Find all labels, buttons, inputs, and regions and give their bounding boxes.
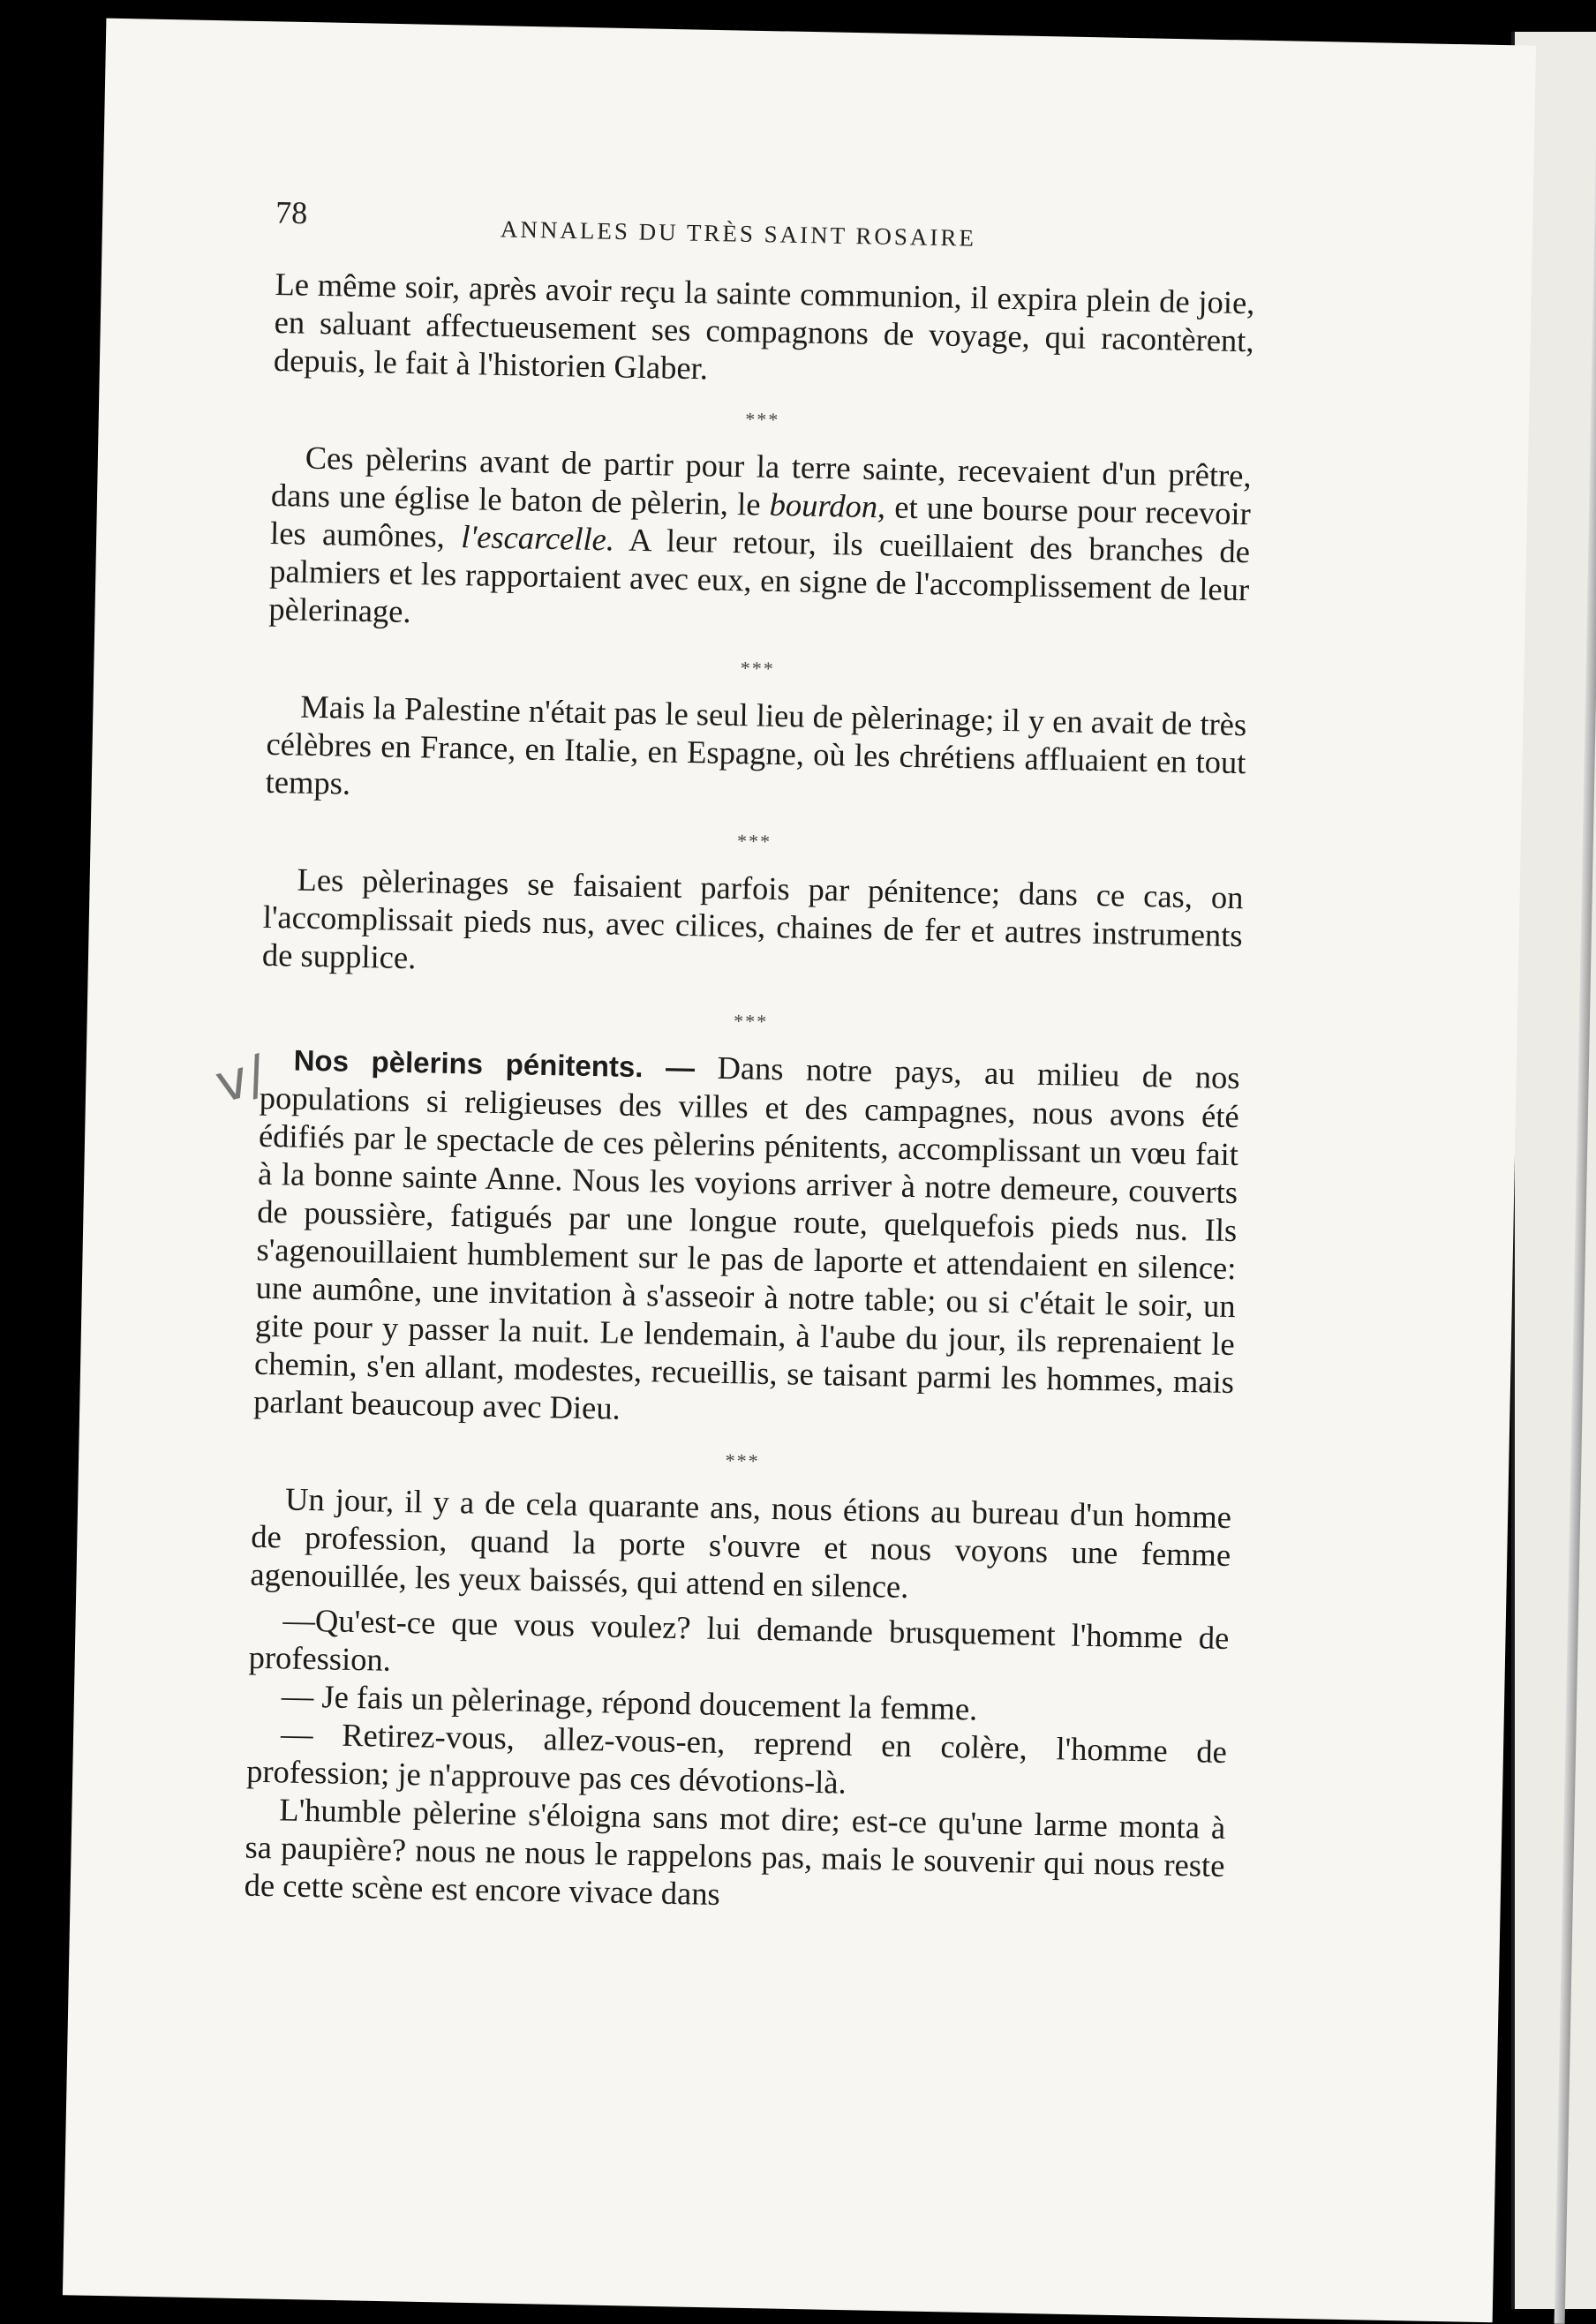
paragraph-text: Ces pèlerins avant de partir pour la terre sainte, recevaient d'un prêtre, dans une église le baton de pèlerin, le [270, 439, 1253, 523]
paragraph-text: Dans notre pays, au milieu de nos populations si religieuses des villes et des campagnes, nous avons été édifiés par le spectacle de ces pèlerins pénitents, accomplissant un vœu fait à la bonne sainte Anne. Nous les voyions arriver à notre demeure, couverts de poussière, fatigués par une longue route, quelquefois pieds nus. Ils s'agenouillaient humblement sur le pas de laporte et attendaient en silence: une aumône, une invitation à s'asseoir à notre table; ou si c'était le soir, un gite pour y passer la nuit. Le lendemain, à l'aube du jour, ils reprenaient le chemin, s'en allant, modestes, recueillis, se taisant parmi les hommes, mais parlant beaucoup avec Dieu. [252, 1049, 1240, 1426]
dialogue-line: —Qu'est-ce que vous voulez? lui demande brusquement l'homme de profession. [248, 1601, 1230, 1678]
page-number: 78 [275, 194, 308, 231]
paragraph: Mais la Palestine n'était pas le seul lieu de pèlerinage; il y en avait de très célèbres en France, en Italie, en Espagne, où les chrétiens affluaient en tout temps. [265, 688, 1247, 801]
dialogue-line: — Je fais un pèlerinage, répond doucement la femme. [281, 1677, 978, 1727]
section-separator: *** [740, 657, 776, 680]
italic-term: l'escarcelle. [460, 518, 615, 558]
running-title: ANNALES DU TRÈS SAINT ROSAIRE [500, 215, 977, 252]
section-separator: *** [725, 1449, 760, 1472]
section-heading: Nos pèlerins pénitents. — [293, 1043, 696, 1085]
italic-term: bourdon, [769, 485, 886, 525]
paragraph: Un jour, il y a de cela quarante ans, nous étions au bureau d'un homme de profession, quand la porte s'ouvre et nous voyons une femme agenouillée, les yeux baissés, qui attend en silence. [250, 1480, 1232, 1606]
margin-pencil-mark: v/ [208, 1042, 273, 1117]
paragraph-text: A leur retour, ils cueillaient des branches de palmiers et les rapportaient avec eux, en signe de l'accomplissement de leur pèlerinage. [268, 521, 1251, 630]
paragraph: L'humble pèlerine s'éloigna sans mot dire; est-ce qu'une larme monta à sa paupière? nous ne nous le rappelons pas, mais le souvenir qui nous reste de cette scène est encore vivace dans [244, 1791, 1226, 1913]
paragraph [268, 438, 1252, 646]
paragraph: Le même soir, après avoir reçu la sainte communion, il expira plein de joie, en saluant affectueusement ses compagnons de voyage, qui racontèrent, depuis, le fait à l'historien Glaber. [273, 265, 1255, 387]
section-separator: *** [733, 1010, 769, 1033]
paragraph: Les pèlerinages se faisaient parfois par pénitence; dans ce cas, on l'accomplissait pieds nus, avec cilices, chaines de fer et autres instruments de supplice. [261, 861, 1244, 976]
page-body [244, 265, 1254, 1922]
section-separator: *** [736, 830, 772, 853]
paragraph [253, 1040, 1240, 1439]
paragraph-text: et une bourse pour recevoir les aumônes, [269, 488, 1252, 555]
dialogue-line: — Retirez-vous, allez-vous-en, reprend en colère, l'homme de profession; je n'approuve pas ces dévotions-là. [245, 1715, 1228, 1801]
section-separator: *** [745, 408, 780, 431]
